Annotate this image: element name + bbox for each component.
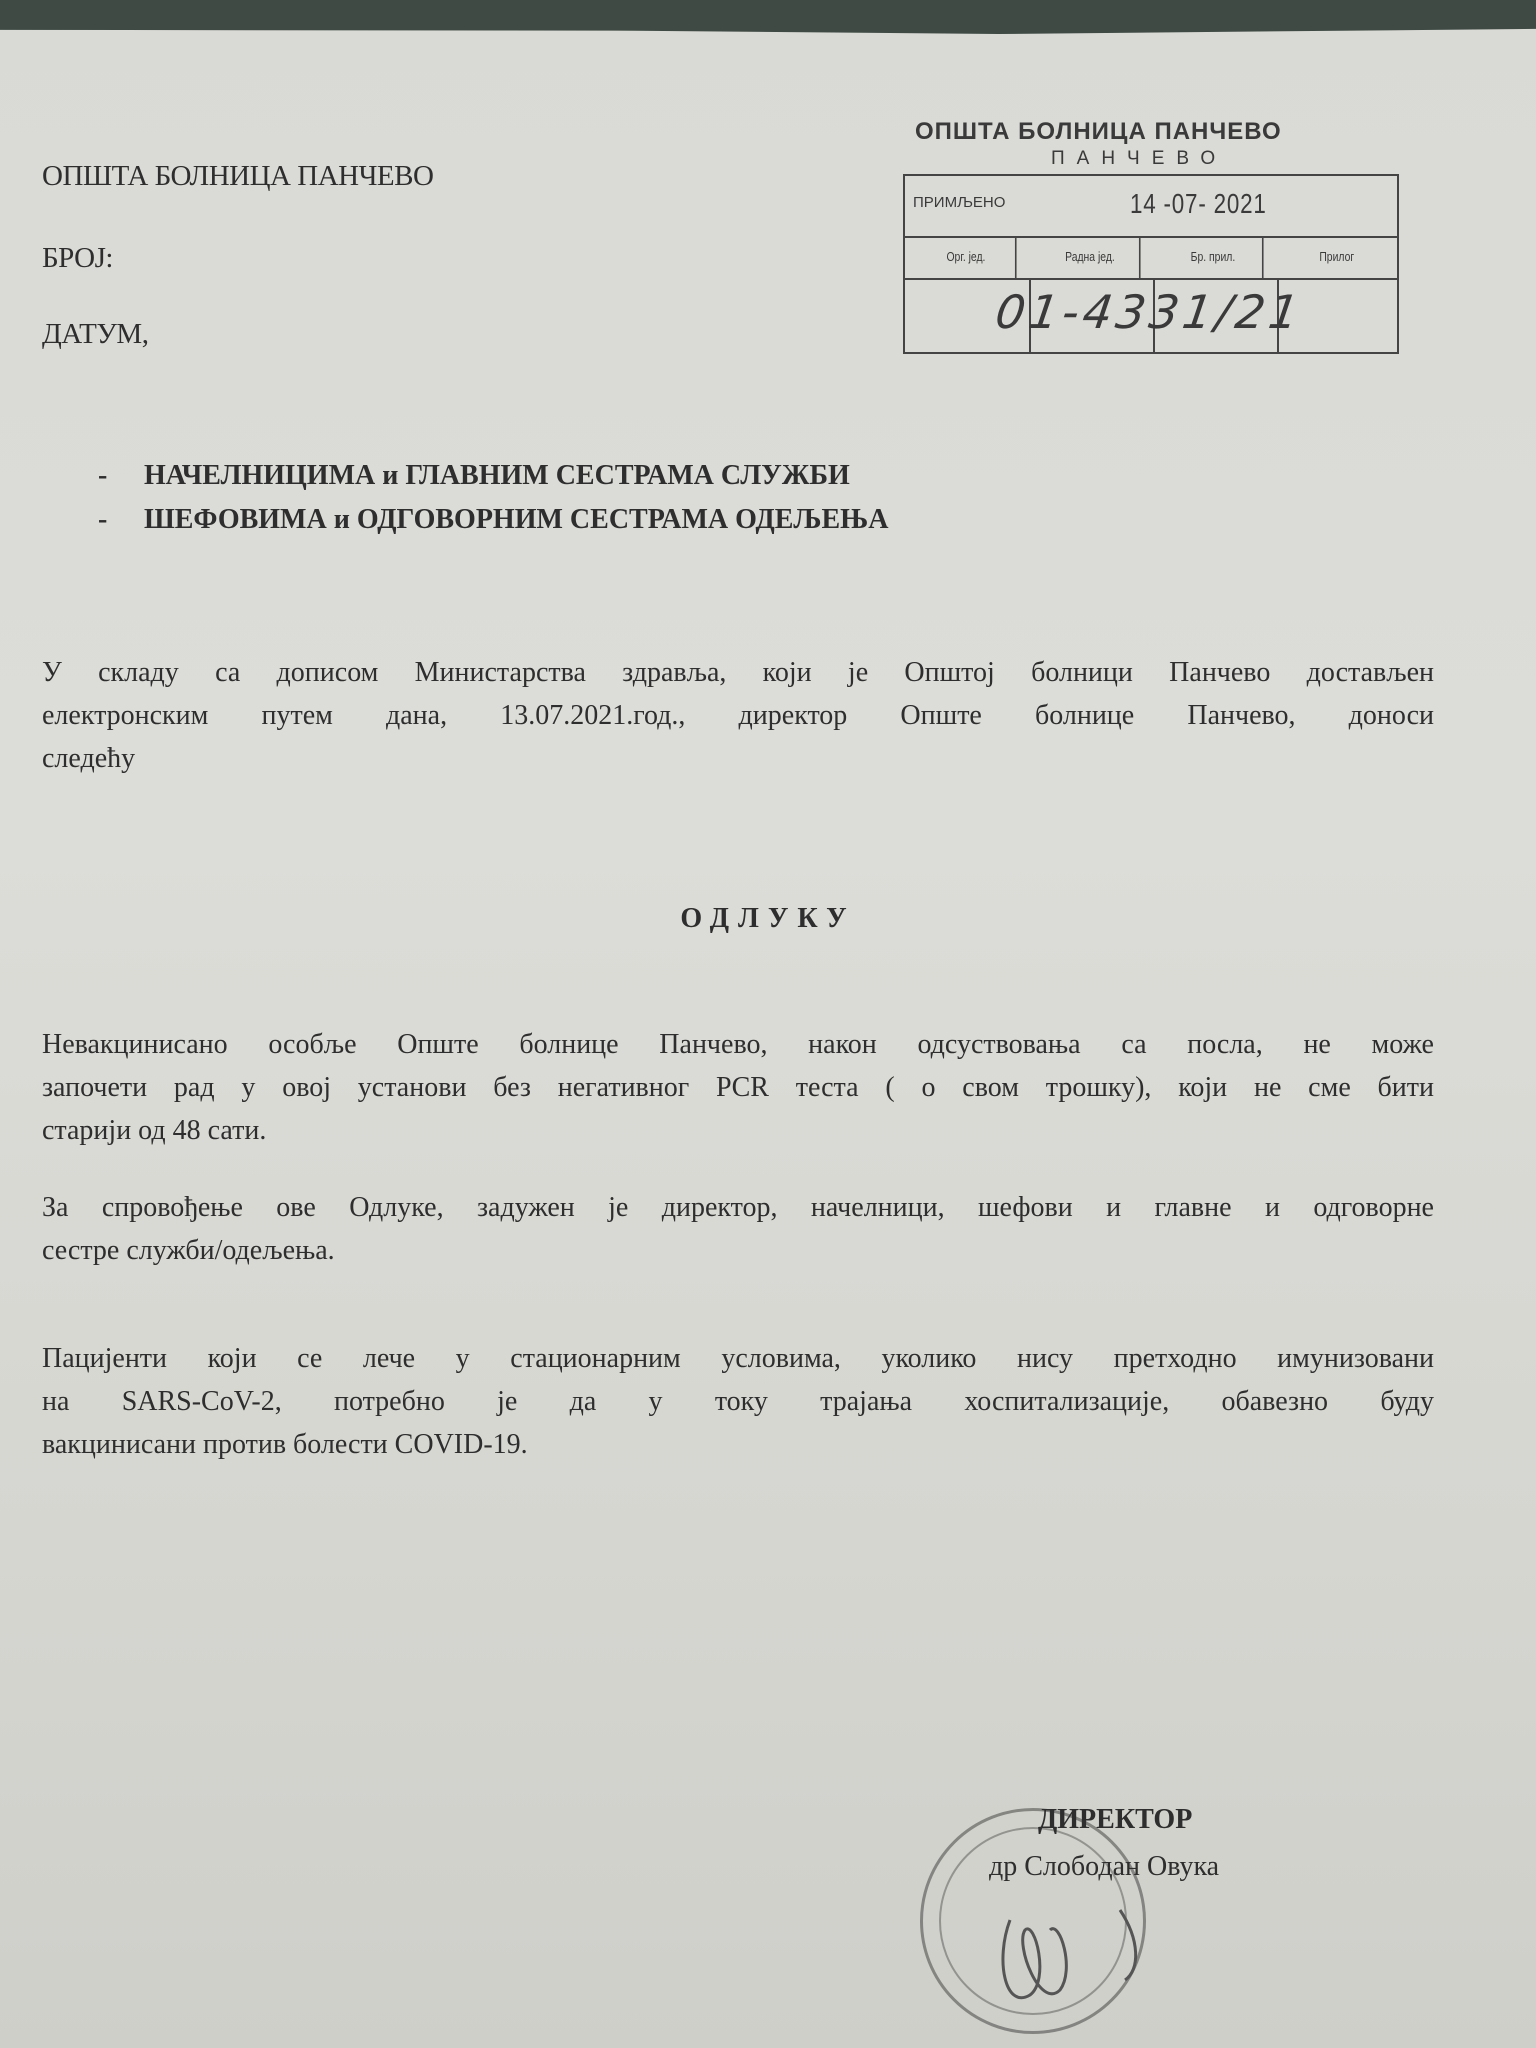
stamp-column: Радна јед. xyxy=(1041,236,1140,278)
stamp-column: Бр. прил. xyxy=(1164,236,1263,278)
bullet-dash: - xyxy=(98,460,108,491)
decision-title: ОДЛУКУ xyxy=(680,903,856,934)
stamp-columns-row xyxy=(905,236,1397,280)
stamp-received-label: ПРИМЉЕНО xyxy=(913,194,1006,211)
text-line: електронским путем дана, 13.07.2021.год., директор Опште болнице Панчево, доноси xyxy=(42,700,1434,731)
decision-paragraph xyxy=(42,1337,1434,1466)
stamp-title: ОПШТА БОЛНИЦА ПАНЧЕВО xyxy=(915,118,1282,145)
decision-paragraph xyxy=(42,1186,1434,1272)
recipient-line: НАЧЕЛНИЦИМА и ГЛАВНИМ СЕСТРАМА СЛУЖБИ xyxy=(144,460,850,491)
stamp-column: Орг. јед. xyxy=(917,236,1016,278)
decision-paragraph xyxy=(42,1023,1434,1152)
date-label: ДАТУМ, xyxy=(42,318,149,350)
signatory-role: ДИРЕКТОР xyxy=(1038,1804,1193,1835)
text-line: сестре служби/одељења. xyxy=(42,1235,335,1266)
text-line: вакцинисани против болести COVID-19. xyxy=(42,1429,528,1460)
text-line: започети рад у овој установи без негативног PCR теста ( о свом трошку), који не сме бити xyxy=(42,1072,1434,1103)
handwritten-reference-number: 01-4331/21 xyxy=(992,285,1307,339)
text-line: следећу xyxy=(42,743,136,774)
stamp-received-row xyxy=(905,176,1397,238)
number-label: БРОЈ: xyxy=(42,242,113,274)
received-stamp xyxy=(901,118,1404,358)
stamp-city: ПАНЧЕВО xyxy=(1051,148,1228,169)
text-line: на SARS-CoV-2, потребно је да у току трајања хоспитализације, обавезно буду xyxy=(42,1386,1434,1417)
signature-scribble xyxy=(990,1900,1150,2020)
text-line: За спровођење ове Одлуке, задужен је директор, начелници, шефови и главне и одговорне xyxy=(42,1192,1434,1223)
intro-paragraph xyxy=(42,651,1434,780)
stamp-received-date: 14 -07- 2021 xyxy=(1130,188,1267,219)
institution-name: ОПШТА БОЛНИЦА ПАНЧЕВО xyxy=(42,160,434,192)
text-line: У складу са дописом Министарства здравља, који је Општој болници Панчево достављен xyxy=(42,657,1434,688)
text-line: старији од 48 сати. xyxy=(42,1115,267,1146)
text-line: Невакцинисано особље Опште болнице Панчево, након одсуствовања са посла, не може xyxy=(42,1029,1434,1060)
recipient-line: ШЕФОВИМА и ОДГОВОРНИМ СЕСТРАМА ОДЕЉЕЊА xyxy=(144,504,889,535)
text-line: Пацијенти који се лече у стационарним условима, уколико нису претходно имунизовани xyxy=(42,1343,1434,1374)
stamp-column: Прилог xyxy=(1318,249,1354,264)
photo-background-edge xyxy=(0,0,1536,34)
signatory-name: др Слободан Овука xyxy=(989,1851,1220,1882)
bullet-dash: - xyxy=(98,504,108,535)
